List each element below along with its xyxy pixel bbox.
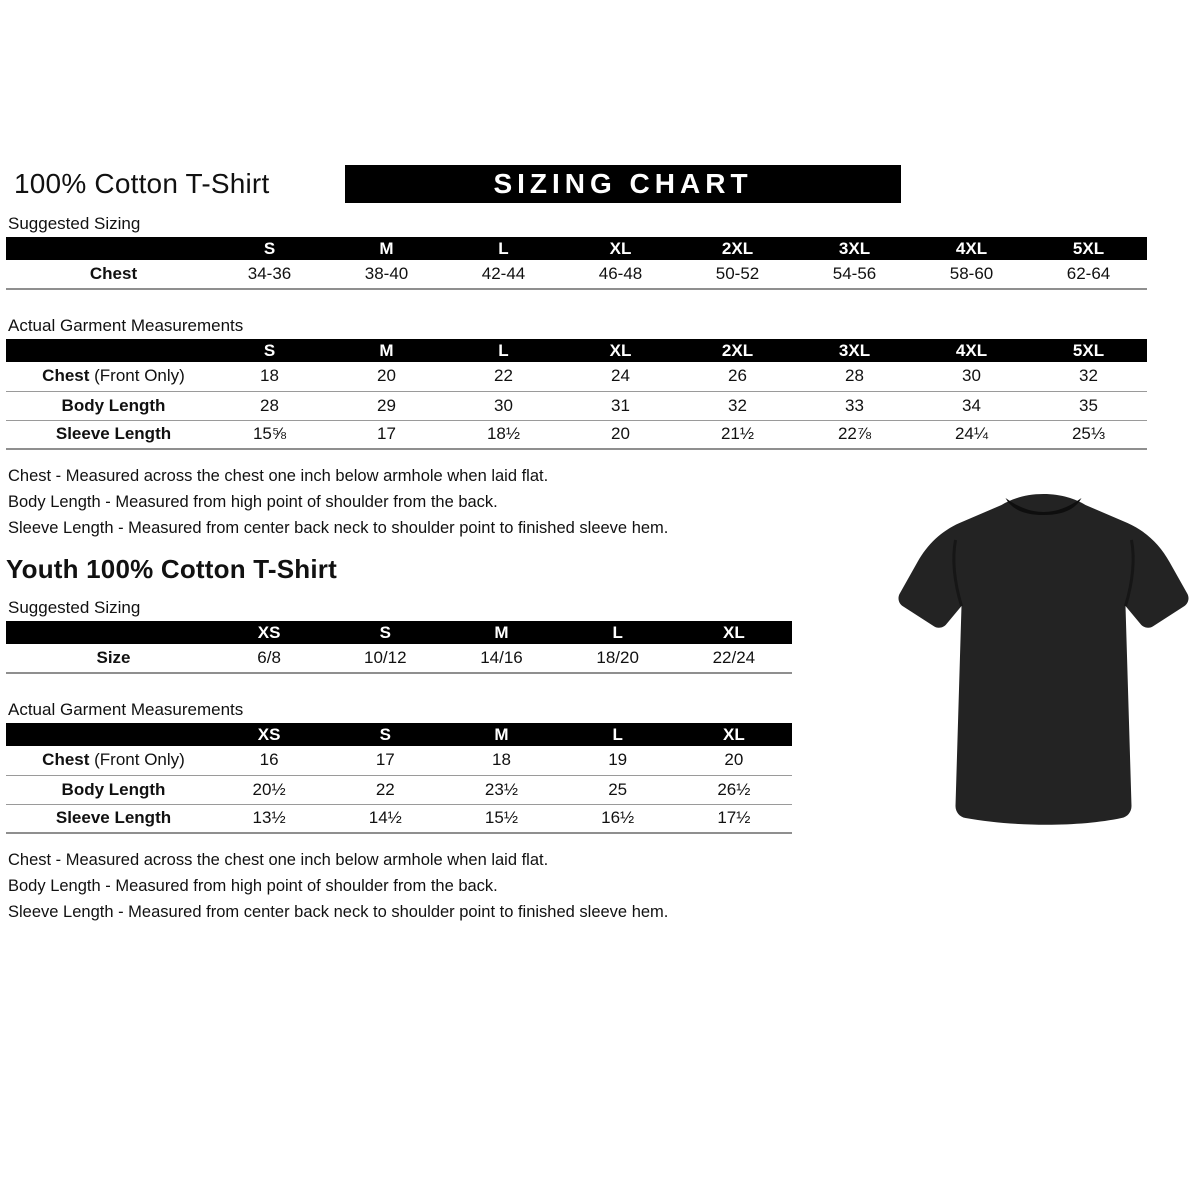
size-column-header: L <box>560 621 676 644</box>
youth-actual-measurements-table <box>6 723 792 834</box>
youth-body-length-note: Body Length - Measured from high point of shoulder from the back. <box>8 877 498 895</box>
measurement-value: 24 <box>562 362 679 391</box>
page-header <box>6 165 1147 205</box>
size-column-header: 5XL <box>1030 237 1147 260</box>
youth-sleeve-length-note: Sleeve Length - Measured from center back neck to shoulder point to finished sleeve hem. <box>8 903 669 921</box>
size-column-header: S <box>327 621 443 644</box>
measurement-value: 18/20 <box>560 644 676 673</box>
measurement-value: 16 <box>211 746 327 775</box>
table-corner-cell <box>6 237 211 260</box>
table-header-row <box>6 723 792 746</box>
youth-suggested-sizing-table <box>6 621 792 674</box>
size-column-header: XS <box>211 723 327 746</box>
row-label: Chest <box>6 260 211 289</box>
measurement-value: 22 <box>327 775 443 804</box>
measurement-value: 34-36 <box>211 260 328 289</box>
measurement-value: 30 <box>445 391 562 420</box>
adult-suggested-sizing-table <box>6 237 1147 290</box>
measurement-value: 38-40 <box>328 260 445 289</box>
measurement-value: 14½ <box>327 804 443 833</box>
adult-sleeve-length-note: Sleeve Length - Measured from center back neck to shoulder point to finished sleeve hem. <box>8 519 669 537</box>
measurement-value: 18 <box>211 362 328 391</box>
measurement-value: 33 <box>796 391 913 420</box>
measurement-value: 31 <box>562 391 679 420</box>
black-tshirt-image <box>892 478 1195 838</box>
measurement-value: 34 <box>913 391 1030 420</box>
row-label: Size <box>6 644 211 673</box>
size-column-header: XL <box>676 621 792 644</box>
table-header-row <box>6 339 1147 362</box>
measurement-value: 22/24 <box>676 644 792 673</box>
measurement-row <box>6 420 1147 449</box>
size-column-header: S <box>211 339 328 362</box>
size-column-header: XL <box>676 723 792 746</box>
measurement-value: 10/12 <box>327 644 443 673</box>
measurement-value: 15⅝ <box>211 420 328 449</box>
tshirt-illustration <box>892 478 1195 838</box>
youth-section-title: Youth 100% Cotton T-Shirt <box>6 554 337 584</box>
measurement-value: 20 <box>562 420 679 449</box>
youth-suggested-sizing-label: Suggested Sizing <box>8 598 141 617</box>
size-column-header: 3XL <box>796 339 913 362</box>
size-column-header: M <box>328 237 445 260</box>
measurement-value: 17½ <box>676 804 792 833</box>
measurement-row <box>6 775 792 804</box>
row-label: Sleeve Length <box>6 804 211 833</box>
measurement-value: 32 <box>679 391 796 420</box>
row-label: Body Length <box>6 391 211 420</box>
measurement-row <box>6 391 1147 420</box>
measurement-value: 19 <box>560 746 676 775</box>
measurement-value: 20 <box>328 362 445 391</box>
measurement-value: 30 <box>913 362 1030 391</box>
measurement-value: 6/8 <box>211 644 327 673</box>
adult-actual-measurements-table <box>6 339 1147 450</box>
measurement-value: 32 <box>1030 362 1147 391</box>
measurement-value: 21½ <box>679 420 796 449</box>
adult-actual-measurements-label: Actual Garment Measurements <box>8 316 244 335</box>
youth-actual-measurements-label: Actual Garment Measurements <box>8 700 244 719</box>
size-column-header: XS <box>211 621 327 644</box>
table-header-row <box>6 237 1147 260</box>
adult-chest-note: Chest - Measured across the chest one inch below armhole when laid flat. <box>8 467 549 485</box>
size-column-header: XL <box>562 339 679 362</box>
size-column-header: L <box>445 237 562 260</box>
size-column-header: 3XL <box>796 237 913 260</box>
table-corner-cell <box>6 723 211 746</box>
measurement-value: 26½ <box>676 775 792 804</box>
size-column-header: L <box>445 339 562 362</box>
adult-section-title: 100% Cotton T-Shirt <box>14 168 270 199</box>
table-header-row <box>6 621 792 644</box>
measurement-row <box>6 644 792 673</box>
tshirt-body-shape <box>899 494 1189 825</box>
measurement-value: 20 <box>676 746 792 775</box>
youth-measurement-notes <box>8 847 1147 925</box>
table-corner-cell <box>6 621 211 644</box>
measurement-value: 18½ <box>445 420 562 449</box>
size-column-header: 2XL <box>679 339 796 362</box>
size-column-header: L <box>560 723 676 746</box>
measurement-value: 20½ <box>211 775 327 804</box>
size-column-header: M <box>328 339 445 362</box>
size-column-header: M <box>443 723 559 746</box>
measurement-value: 29 <box>328 391 445 420</box>
row-label: Chest (Front Only) <box>6 746 211 775</box>
measurement-value: 22⅞ <box>796 420 913 449</box>
sizing-chart-banner: SIZING CHART <box>345 165 901 203</box>
row-label: Body Length <box>6 775 211 804</box>
row-label: Chest (Front Only) <box>6 362 211 391</box>
adult-body-length-note: Body Length - Measured from high point of shoulder from the back. <box>8 493 498 511</box>
measurement-value: 50-52 <box>679 260 796 289</box>
measurement-value: 23½ <box>443 775 559 804</box>
measurement-value: 62-64 <box>1030 260 1147 289</box>
measurement-value: 24¼ <box>913 420 1030 449</box>
size-column-header: M <box>443 621 559 644</box>
measurement-value: 25 <box>560 775 676 804</box>
measurement-value: 46-48 <box>562 260 679 289</box>
measurement-value: 35 <box>1030 391 1147 420</box>
measurement-value: 26 <box>679 362 796 391</box>
measurement-value: 28 <box>796 362 913 391</box>
size-column-header: 2XL <box>679 237 796 260</box>
measurement-value: 17 <box>328 420 445 449</box>
adult-suggested-sizing-label: Suggested Sizing <box>8 214 141 233</box>
size-column-header: S <box>327 723 443 746</box>
measurement-value: 25⅓ <box>1030 420 1147 449</box>
measurement-value: 54-56 <box>796 260 913 289</box>
table-corner-cell <box>6 339 211 362</box>
measurement-row <box>6 746 792 775</box>
measurement-value: 22 <box>445 362 562 391</box>
size-column-header: 4XL <box>913 237 1030 260</box>
size-column-header: 5XL <box>1030 339 1147 362</box>
measurement-row <box>6 804 792 833</box>
measurement-value: 15½ <box>443 804 559 833</box>
measurement-value: 16½ <box>560 804 676 833</box>
size-column-header: XL <box>562 237 679 260</box>
size-column-header: S <box>211 237 328 260</box>
measurement-row <box>6 260 1147 289</box>
measurement-row <box>6 362 1147 391</box>
size-column-header: 4XL <box>913 339 1030 362</box>
youth-chest-note: Chest - Measured across the chest one inch below armhole when laid flat. <box>8 851 549 869</box>
measurement-value: 58-60 <box>913 260 1030 289</box>
measurement-value: 28 <box>211 391 328 420</box>
row-label: Sleeve Length <box>6 420 211 449</box>
measurement-value: 18 <box>443 746 559 775</box>
measurement-value: 42-44 <box>445 260 562 289</box>
measurement-value: 17 <box>327 746 443 775</box>
measurement-value: 14/16 <box>443 644 559 673</box>
measurement-value: 13½ <box>211 804 327 833</box>
